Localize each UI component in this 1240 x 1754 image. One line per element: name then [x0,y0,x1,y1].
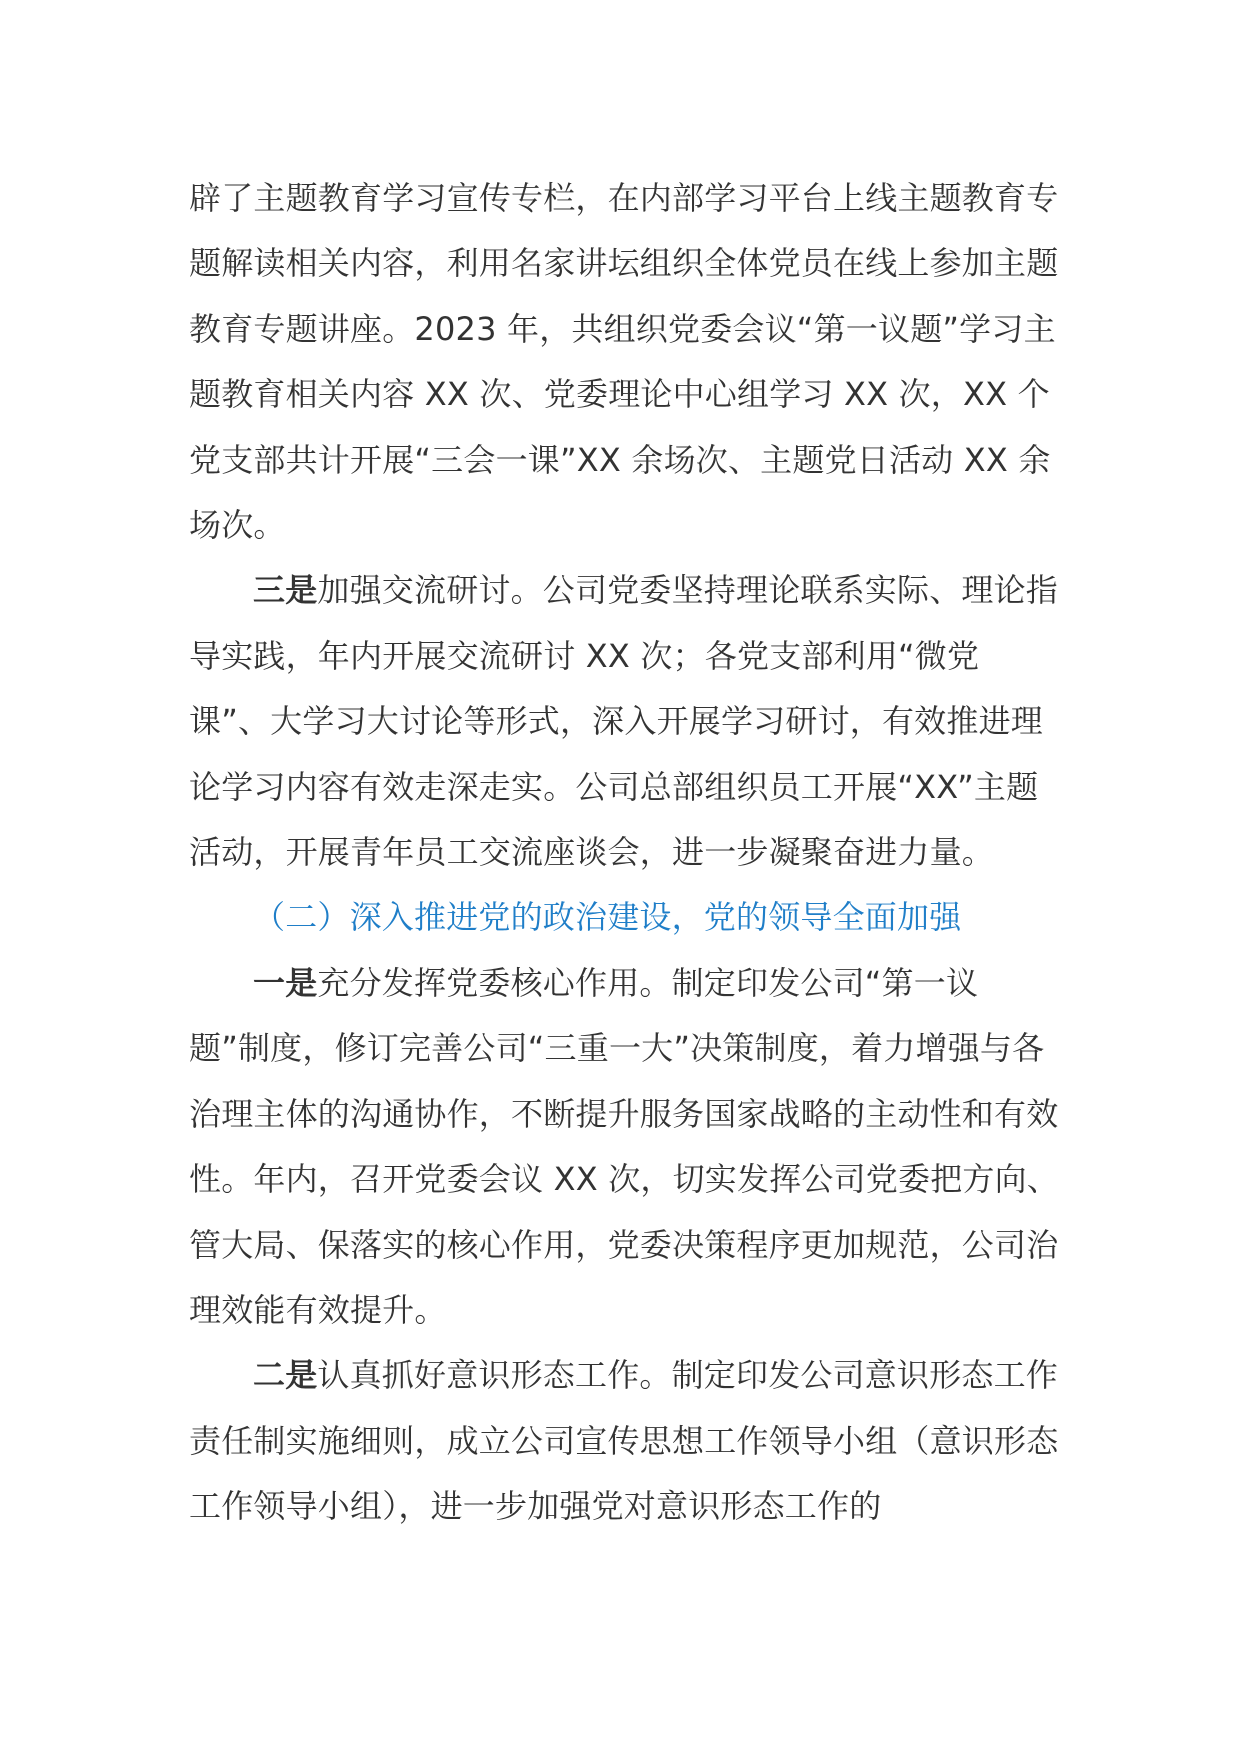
paragraph-continued-study [189,166,1059,558]
paragraph-text: 加强交流研讨。公司党委坚持理论联系实际、理论指导实践，年内开展交流研讨 XX 次；各党支部利用“微党课”、大学习大讨论等形式，深入开展学习研讨，有效推进理论学习内容有效走深走实。公司总部组织员工开展“XX”主题活动，开展青年员工交流座谈会，进一步凝聚奋进力量。 [189,571,1059,872]
paragraph-text: 充分发挥党委核心作用。制定印发公司“第一议题”制度，修订完善公司“三重一大”决策制度，着力增强与各治理主体的沟通协作，不断提升服务国家战略的主动性和有效性。年内，召开党委会议 XX 次，切实发挥公司党委把方向、管大局、保落实的核心作用，党委决策程序更加规范，公司治理效能有效提升。 [189,963,1059,1329]
document-body [189,166,1059,1540]
paragraph-text: 认真抓好意识形态工作。制定印发公司意识形态工作责任制实施细则，成立公司宣传思想工作领导小组（意识形态工作领导小组），进一步加强党对意识形态工作的 [189,1356,1059,1526]
paragraph-lead: 二是 [253,1356,318,1395]
paragraph-point-three [189,558,1059,885]
paragraph-lead: 一是 [253,963,318,1002]
paragraph-point-one [189,951,1059,1343]
section-heading: （二）深入推进党的政治建设，党的领导全面加强 [253,898,962,937]
paragraph-lead: 三是 [253,571,318,610]
paragraph-point-two [189,1343,1059,1539]
paragraph-text: 辟了主题教育学习宣传专栏，在内部学习平台上线主题教育专题解读相关内容，利用名家讲坛组织全体党员在线上参加主题教育专题讲座。2023 年，共组织党委会议“第一议题”学习主题教育相关内容 XX 次、党委理论中心组学习 XX 次，XX 个党支部共计开展“三会一课”XX 余场次、主题党日活动 XX 余场次。 [189,179,1059,545]
